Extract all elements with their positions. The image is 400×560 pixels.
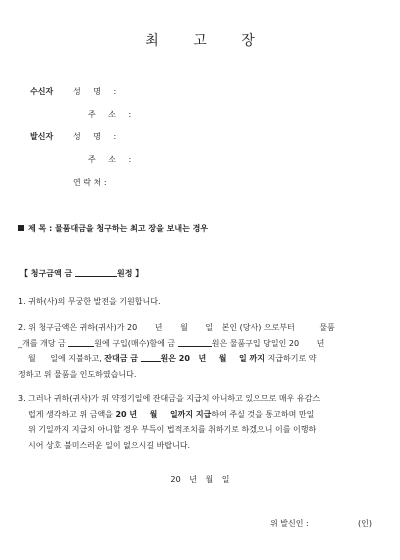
seal-mark: (인): [358, 519, 372, 528]
document-title: 최 고 장: [145, 33, 270, 49]
paragraph-1: 1. 귀하(사)의 무궁한 발전을 기원합니다.: [18, 297, 161, 306]
claim-amount-suffix: 원정 】: [117, 269, 144, 278]
recipient-address-label: 주 소 :: [88, 110, 132, 119]
paragraph-2-line-1: 2. 위 청구금액은 귀하(귀사)가 20 년 월 일 본인 (당사) 으로부터 물품: [18, 323, 335, 332]
document-date: 20 년 월 일: [170, 475, 230, 484]
square-bullet-icon: [18, 225, 24, 231]
balance-amount-blank: [141, 353, 161, 362]
paragraph-2-line-2: _개를 개당 금 원에 구입(매수)함에 금 원은 물품구입 당일인 20 년: [18, 338, 325, 348]
paragraph-2-line-4: 정하고 위 물품을 인도하였습니다.: [18, 369, 137, 379]
signature-label: 위 발신인 :: [270, 519, 309, 528]
sender-role-label: 발신자: [30, 132, 54, 141]
claim-amount-blank: [75, 268, 117, 277]
recipient-role-label: 수신자: [30, 87, 54, 96]
subject-text: 제 목 : 물품대금을 청구하는 최고 장을 보내는 경우: [28, 224, 209, 233]
recipient-name-label: 성 명 :: [73, 87, 117, 96]
unit-price-blank: [68, 338, 94, 347]
sender-name-label: 성 명 :: [73, 132, 117, 141]
sender-address-label: 주 소 :: [88, 155, 132, 164]
paragraph-3: [18, 391, 382, 453]
paragraph-2: [18, 320, 382, 382]
signature-line: [270, 518, 372, 529]
claim-amount-prefix: 【 청구금액 금: [20, 269, 73, 278]
paragraph-3-line-1: 3. 그러나 귀하(귀사)가 위 약정기일에 잔대금을 지급치 아니하고 있으므로 매우 유감스: [18, 394, 321, 403]
sender-contact-label: 연 락 처 :: [73, 178, 107, 187]
paragraph-2-line-3: 월 일에 지불하고, 잔대금 금 원은 20 년 월 일 까지 지급하기로 약: [28, 354, 317, 363]
paragraph-3-line-4: 시어 상호 불미스러운 일이 없으시길 바랍니다.: [28, 440, 191, 450]
paragraph-3-line-3: 위 기일까지 지급치 아니할 경우 부득이 법적조치를 취하기로 하겠으니 이를 이행하: [28, 425, 317, 434]
subject-line: [18, 223, 208, 234]
paragraph-3-line-2: 럽게 생각하고 위 금액을 20 년 월 일까지 지급하여 주실 것을 통고하며 만일: [28, 409, 315, 419]
paid-amount-blank: [178, 338, 212, 347]
claim-amount: [20, 268, 143, 279]
